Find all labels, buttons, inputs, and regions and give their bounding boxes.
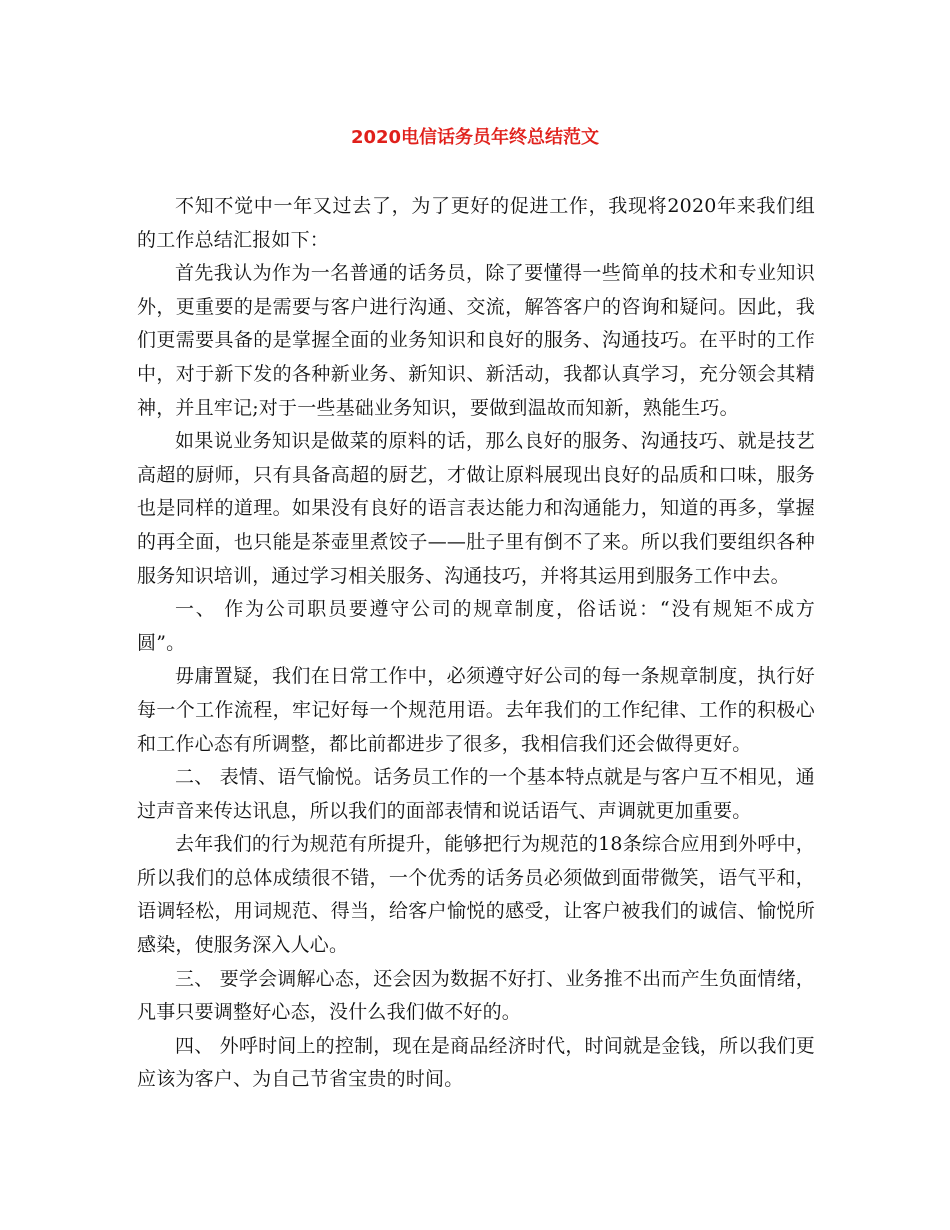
paragraph: 毋庸置疑，我们在日常工作中，必须遵守好公司的每一条规章制度，执行好每一个工作流程，牢记好每一个规范用语。去年我们的工作纪律、工作的积极心和工作心态有所调整，都比前都进步了很多，我相信我们还会做得更好。: [137, 665, 815, 755]
document-body: [137, 190, 815, 1097]
paragraph: 去年我们的行为规范有所提升，能够把行为规范的18条综合应用到外呼中，所以我们的总体成绩很不错，一个优秀的话务员必须做到面带微笑，语气平和，语调轻松，用词规范、得当，给客户愉悦的感受，让客户被我们的诚信、愉悦所感染，使服务深入人心。: [137, 833, 815, 957]
paragraph: 四、 外呼时间上的控制，现在是商品经济时代，时间就是金钱，所以我们更应该为客户、为自己节省宝贵的时间。: [137, 1034, 815, 1091]
paragraph: 首先我认为作为一名普通的话务员，除了要懂得一些简单的技术和专业知识外，更重要的是需要与客户进行沟通、交流，解答客户的咨询和疑问。因此，我们更需要具备的是掌握全面的业务知识和良好的服务、沟通技巧。在平时的工作中，对于新下发的各种新业务、新知识、新活动，我都认真学习，充分领会其精神，并且牢记;对于一些基础业务知识，要做到温故而知新，熟能生巧。: [137, 262, 815, 419]
document-title: 2020电信话务员年终总结范文: [350, 127, 600, 148]
paragraph: 如果说业务知识是做菜的原料的话，那么良好的服务、沟通技巧、就是技艺高超的厨师，只有具备高超的厨艺，才做让原料展现出良好的品质和口味，服务也是同样的道理。如果没有良好的语言表达能力和沟通能力，知道的再多，掌握的再全面，也只能是茶壶里煮饺子——肚子里有倒不了来。所以我们要组织各种服务知识培训，通过学习相关服务、沟通技巧，并将其运用到服务工作中去。: [137, 430, 815, 587]
paragraph: 不知不觉中一年又过去了，为了更好的促进工作，我现将2020年来我们组的工作总结汇报如下：: [137, 195, 815, 251]
paragraph: 三、 要学会调解心态，还会因为数据不好打、业务推不出而产生负面情绪，凡事只要调整好心态，没什么我们做不好的。: [137, 967, 815, 1024]
paragraph: 一、 作为公司职员要遵守公司的规章制度，俗话说：“没有规矩不成方圆”。: [137, 598, 815, 654]
paragraph: 二、 表情、语气愉悦。话务员工作的一个基本特点就是与客户互不相见，通过声音来传达讯息，所以我们的面部表情和说话语气、声调就更加重要。: [137, 766, 815, 822]
